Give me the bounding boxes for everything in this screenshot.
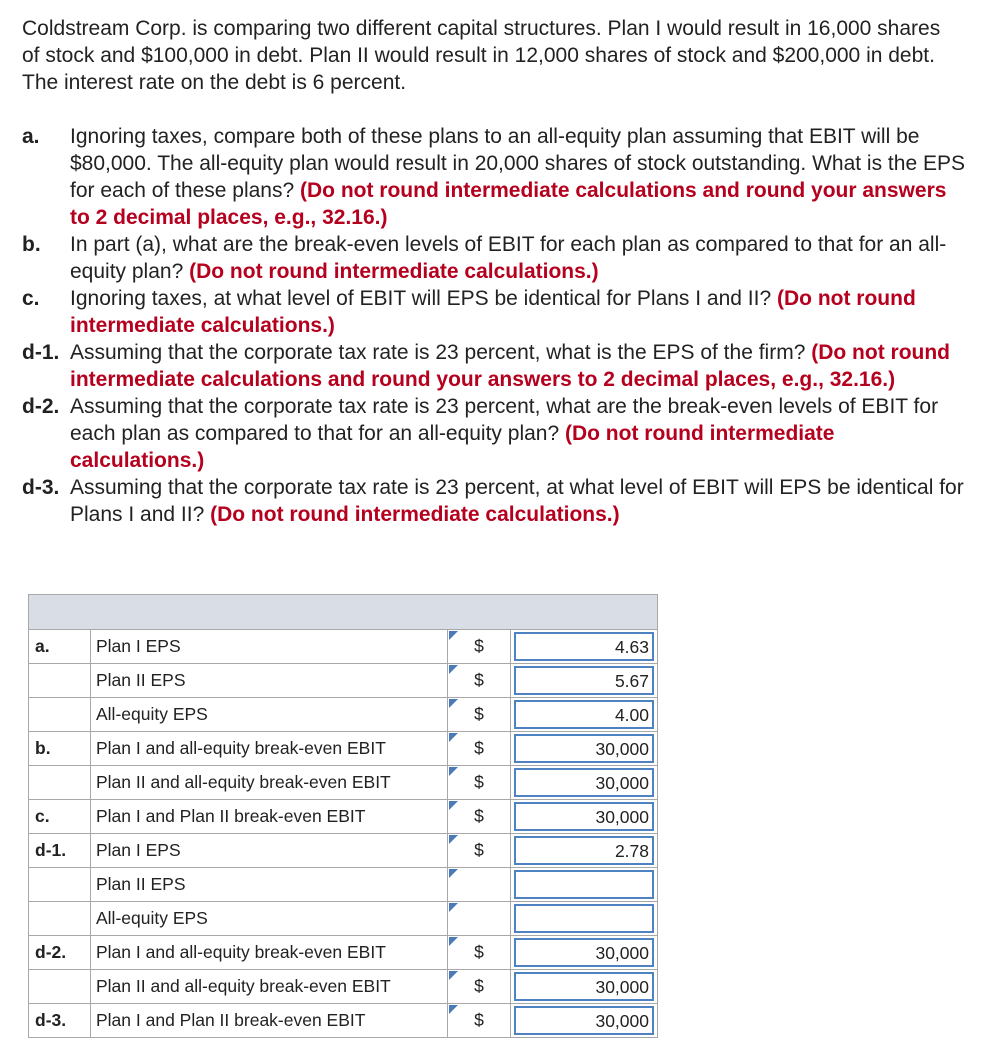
row-description: Plan II EPS (91, 664, 448, 698)
part-question: In part (a), what are the break-even levels of EBIT for each plan as compared to that for an all-equity plan? (70, 233, 947, 283)
answer-cell (511, 664, 658, 698)
part-label: c. (22, 287, 40, 310)
part-text (70, 231, 967, 285)
dollar-sign: $ (474, 670, 484, 690)
table-row (29, 800, 658, 834)
currency-cell (448, 766, 511, 800)
answer-input[interactable]: 30,000 (514, 802, 654, 831)
part-c (22, 285, 967, 339)
table-row (29, 1004, 658, 1038)
cell-flag-icon (449, 631, 458, 640)
part-text (70, 474, 967, 528)
table-row (29, 902, 658, 936)
dollar-sign: $ (474, 806, 484, 826)
problem-intro: Coldstream Corp. is comparing two different capital structures. Plan I would result in 16,000 shares of stock and $100,000 in debt. Plan II would result in 12,000 shares of stock and $200,000 in debt. The interest rate on the debt is 6 percent. (22, 17, 941, 94)
row-description: Plan II and all-equity break-even EBIT (91, 970, 448, 1004)
part-label: a. (22, 125, 40, 148)
table-row (29, 732, 658, 766)
answer-cell (511, 868, 658, 902)
currency-cell (448, 936, 511, 970)
dollar-sign: $ (474, 636, 484, 656)
part-label: d-2. (22, 395, 60, 418)
part-text (70, 123, 967, 231)
part-question: Ignoring taxes, compare both of these plans to an all-equity plan assuming that EBIT will be $80,000. The all-equity plan would result in 20,000 shares of stock outstanding. What is the EPS for each of these plans? (70, 125, 965, 202)
row-description: Plan I and Plan II break-even EBIT (91, 800, 448, 834)
row-part-label (29, 766, 91, 800)
answer-cell (511, 1004, 658, 1038)
part-instruction: (Do not round intermediate calculations.) (189, 260, 599, 283)
answer-cell (511, 936, 658, 970)
currency-cell (448, 732, 511, 766)
table-row (29, 630, 658, 664)
part-instruction: (Do not round intermediate calculations and round your answers to 2 decimal places, e.g., 32.16.) (70, 341, 951, 391)
table-row (29, 698, 658, 732)
table-row (29, 970, 658, 1004)
answer-table-wrapper (28, 594, 658, 1038)
row-part-label: b. (29, 732, 91, 766)
answer-input[interactable] (514, 870, 654, 899)
table-header-cell (29, 595, 658, 630)
currency-cell (448, 698, 511, 732)
answer-input[interactable]: 30,000 (514, 768, 654, 797)
row-part-label (29, 664, 91, 698)
row-part-label: c. (29, 800, 91, 834)
cell-flag-icon (449, 835, 458, 844)
part-text (70, 393, 967, 474)
row-part-label: d-1. (29, 834, 91, 868)
cell-flag-icon (449, 665, 458, 674)
currency-cell (448, 868, 511, 902)
part-text (70, 285, 967, 339)
currency-cell (448, 630, 511, 664)
question-parts (22, 123, 967, 528)
answer-input[interactable]: 4.63 (514, 632, 654, 661)
cell-flag-icon (449, 971, 458, 980)
answer-cell (511, 800, 658, 834)
row-description: All-equity EPS (91, 902, 448, 936)
table-row (29, 766, 658, 800)
currency-cell (448, 970, 511, 1004)
part-label: d-1. (22, 341, 60, 364)
part-instruction: (Do not round intermediate calculations.) (210, 503, 620, 526)
dollar-sign: $ (474, 738, 484, 758)
row-description: Plan I EPS (91, 834, 448, 868)
currency-cell (448, 800, 511, 834)
part-d2 (22, 393, 967, 474)
answer-input[interactable] (514, 904, 654, 933)
row-part-label (29, 902, 91, 936)
row-description: All-equity EPS (91, 698, 448, 732)
cell-flag-icon (449, 733, 458, 742)
part-question: Assuming that the corporate tax rate is 23 percent, what is the EPS of the firm? (70, 341, 812, 364)
answer-cell (511, 834, 658, 868)
part-b (22, 231, 967, 285)
row-part-label (29, 868, 91, 902)
row-description: Plan I and all-equity break-even EBIT (91, 732, 448, 766)
part-question: Assuming that the corporate tax rate is 23 percent, what are the break-even levels of EBIT for each plan as compared to that for an all-equity plan? (70, 395, 939, 445)
currency-cell (448, 902, 511, 936)
row-description: Plan I and Plan II break-even EBIT (91, 1004, 448, 1038)
dollar-sign: $ (474, 1010, 484, 1030)
table-row (29, 868, 658, 902)
answer-input[interactable]: 2.78 (514, 836, 654, 865)
row-part-label: d-3. (29, 1004, 91, 1038)
cell-flag-icon (449, 869, 458, 878)
cell-flag-icon (449, 1005, 458, 1014)
table-row (29, 936, 658, 970)
row-description: Plan I and all-equity break-even EBIT (91, 936, 448, 970)
currency-cell (448, 1004, 511, 1038)
cell-flag-icon (449, 937, 458, 946)
dollar-sign: $ (474, 840, 484, 860)
part-instruction: (Do not round intermediate calculations.) (70, 422, 835, 472)
part-text (70, 339, 967, 393)
answer-input[interactable]: 4.00 (514, 700, 654, 729)
table-row (29, 834, 658, 868)
answer-cell (511, 766, 658, 800)
dollar-sign: $ (474, 976, 484, 996)
row-description: Plan II EPS (91, 868, 448, 902)
part-question: Ignoring taxes, at what level of EBIT will EPS be identical for Plans I and II? (70, 287, 777, 310)
answer-input[interactable]: 5.67 (514, 666, 654, 695)
answer-input[interactable]: 30,000 (514, 938, 654, 967)
row-part-label (29, 970, 91, 1004)
answer-input[interactable]: 30,000 (514, 734, 654, 763)
row-part-label: d-2. (29, 936, 91, 970)
answer-input[interactable]: 30,000 (514, 972, 654, 1001)
answer-cell (511, 902, 658, 936)
currency-cell (448, 834, 511, 868)
part-a (22, 123, 967, 231)
part-instruction: (Do not round intermediate calculations.) (70, 287, 916, 337)
cell-flag-icon (449, 767, 458, 776)
currency-cell (448, 664, 511, 698)
answer-input[interactable]: 30,000 (514, 1006, 654, 1035)
part-label: d-3. (22, 476, 60, 499)
answer-cell (511, 732, 658, 766)
answer-cell (511, 970, 658, 1004)
row-part-label (29, 698, 91, 732)
part-instruction: (Do not round intermediate calculations and round your answers to 2 decimal places, e.g., 32.16.) (70, 179, 947, 229)
cell-flag-icon (449, 903, 458, 912)
row-description: Plan I EPS (91, 630, 448, 664)
cell-flag-icon (449, 699, 458, 708)
table-row (29, 664, 658, 698)
part-d3 (22, 474, 967, 528)
part-label: b. (22, 233, 41, 256)
row-description: Plan II and all-equity break-even EBIT (91, 766, 448, 800)
table-header-row (29, 595, 658, 630)
dollar-sign: $ (474, 772, 484, 792)
row-part-label: a. (29, 630, 91, 664)
part-question: Assuming that the corporate tax rate is 23 percent, at what level of EBIT will EPS be identical for Plans I and II? (70, 476, 964, 526)
dollar-sign: $ (474, 704, 484, 724)
dollar-sign: $ (474, 942, 484, 962)
answer-cell (511, 630, 658, 664)
answer-table (28, 594, 658, 1038)
cell-flag-icon (449, 801, 458, 810)
answer-cell (511, 698, 658, 732)
part-d1 (22, 339, 967, 393)
